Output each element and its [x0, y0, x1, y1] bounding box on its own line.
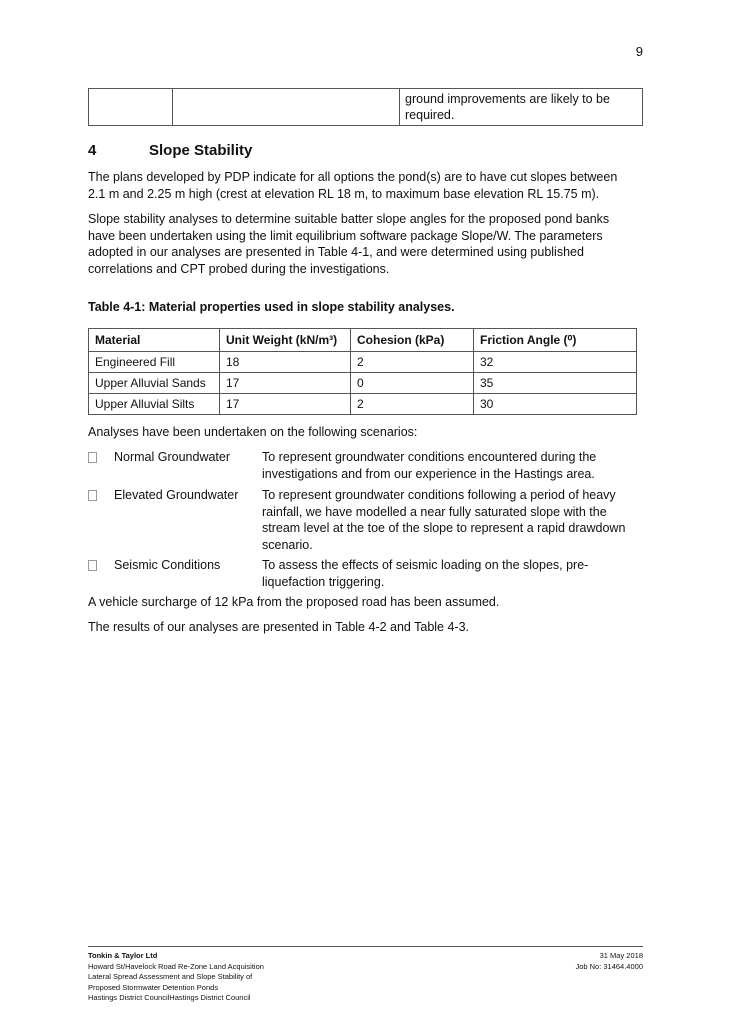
footer-job-number: Job No: 31464.4000	[575, 961, 643, 971]
page-number: 9	[635, 44, 643, 59]
footer-divider	[88, 946, 643, 947]
table-row	[89, 394, 637, 415]
scenario-description: To represent groundwater conditions encountered during the investigations and from our experience in the Hastings area.	[262, 450, 597, 481]
table-caption: Table 4-1: Material properties used in slope stability analyses.	[88, 300, 455, 314]
material-table	[88, 328, 637, 415]
table-cell: 32	[474, 352, 637, 373]
bullet-box-icon	[88, 490, 97, 501]
column-header: Material	[89, 329, 220, 352]
bullet-box-icon	[88, 452, 97, 463]
scenarios-intro: Analyses have been undertaken on the following scenarios:	[88, 425, 418, 439]
table-row	[89, 89, 643, 126]
table-row	[89, 373, 637, 394]
table-cell: 2	[351, 394, 474, 415]
section-heading	[88, 142, 252, 159]
table-cell: Upper Alluvial Sands	[89, 373, 220, 394]
bullet-box-icon	[88, 560, 97, 571]
table-header-row	[89, 329, 637, 352]
table-cell	[89, 89, 173, 126]
column-header: Friction Angle (⁰)	[474, 329, 637, 352]
footer-line: Howard St/Havelock Road Re-Zone Land Acquisition	[88, 961, 264, 971]
table-cell: 0	[351, 373, 474, 394]
table-cell: 30	[474, 394, 637, 415]
table-cell: 17	[220, 394, 351, 415]
table-cell: 2	[351, 352, 474, 373]
scenario-name: Seismic Conditions	[114, 558, 221, 572]
table-cell: 17	[220, 373, 351, 394]
section-number: 4	[88, 142, 97, 159]
table-cell: ground improvements are likely to be required.	[400, 89, 643, 126]
footer-line: Proposed Stormwater Detention Ponds	[88, 982, 219, 992]
footer-left	[88, 951, 264, 1004]
scenario-name: Normal Groundwater	[114, 450, 231, 464]
footer-date: 31 May 2018	[599, 951, 643, 960]
footer-company: Tonkin & Taylor Ltd	[88, 951, 158, 960]
section-title: Slope Stability	[149, 142, 253, 159]
scenario-description: To assess the effects of seismic loading on the slopes, pre-liquefaction triggering.	[262, 558, 589, 589]
footer-line: Hastings District CouncilHastings District Council	[88, 993, 251, 1002]
paragraph: Slope stability analyses to determine suitable batter slope angles for the proposed pond banks have been undertaken using the limit equilibrium software package Slope/W. The parameters adopted in our analyses are presented in Table 4-1, and were determined using published correlations and CPT probed during the investigations.	[88, 212, 610, 276]
table-cell	[173, 89, 400, 126]
paragraph: A vehicle surcharge of 12 kPa from the proposed road has been assumed.	[88, 595, 500, 609]
scenario-description: To represent groundwater conditions following a period of heavy rainfall, we have modelled a near fully saturated slope with the stream level at the toe of the slope to represent a rapid drawdown scenario.	[262, 488, 626, 552]
paragraph: The results of our analyses are presented in Table 4-2 and Table 4-3.	[88, 620, 470, 634]
table-cell: 35	[474, 373, 637, 394]
table-row	[89, 352, 637, 373]
column-header: Cohesion (kPa)	[351, 329, 474, 352]
footer-right	[575, 951, 643, 972]
table-cell: 18	[220, 352, 351, 373]
table-cell: Upper Alluvial Silts	[89, 394, 220, 415]
footer-line: Lateral Spread Assessment and Slope Stability of	[88, 972, 253, 981]
table-cell: Engineered Fill	[89, 352, 220, 373]
paragraph: The plans developed by PDP indicate for all options the pond(s) are to have cut slopes between 2.1 m and 2.25 m high (crest at elevation RL 18 m, to maximum base elevation RL 15.75 m).	[88, 170, 618, 201]
scenario-name: Elevated Groundwater	[114, 488, 239, 502]
continued-table	[88, 88, 643, 126]
column-header: Unit Weight (kN/m³)	[220, 329, 351, 352]
